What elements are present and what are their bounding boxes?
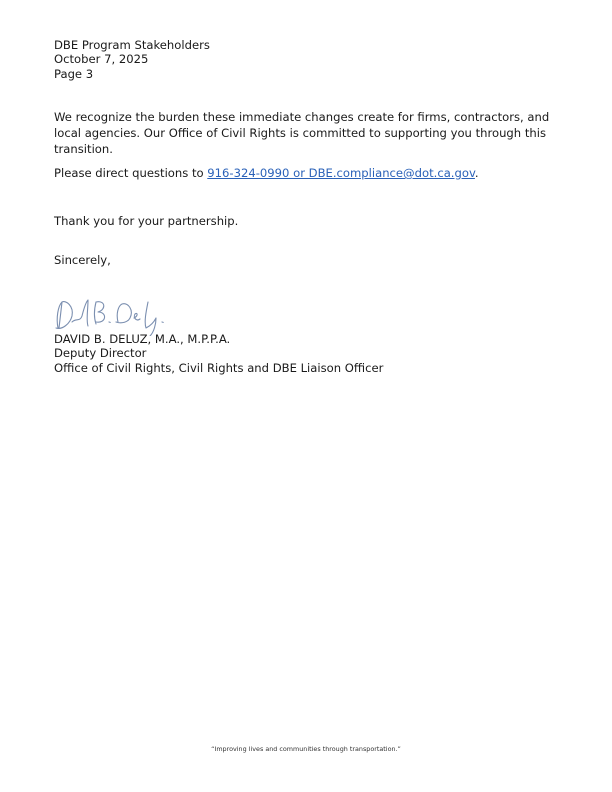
letter-header	[54, 38, 210, 81]
body-paragraph-burden: We recognize the burden these immediate changes create for firms, contractors, and local agencies. Our Office of Civil Rights is committed to supporting you through this transition.	[54, 110, 550, 157]
body-paragraph-contact	[54, 165, 560, 181]
closing-salutation: Sincerely,	[54, 253, 111, 267]
signer-office: Office of Civil Rights, Civil Rights and DBE Liaison Officer	[54, 360, 384, 375]
page-number: Page 3	[54, 66, 94, 81]
date-line: October 7, 2025	[54, 52, 149, 67]
contact-link[interactable]: 916-324-0990 or DBE.compliance@dot.ca.gov	[207, 166, 475, 180]
body-paragraph-thanks: Thank you for your partnership.	[54, 214, 239, 228]
handwritten-signature	[52, 292, 172, 336]
contact-suffix: .	[474, 166, 479, 180]
recipient-line: DBE Program Stakeholders	[54, 38, 210, 52]
contact-prefix: Please direct questions to	[54, 166, 208, 180]
signature-block	[54, 332, 383, 375]
signer-name: DAVID B. DELUZ, M.A., M.P.P.A.	[54, 332, 231, 346]
footer-tagline: “Improving lives and communities through transportation.”	[211, 745, 401, 753]
signer-title: Deputy Director	[54, 346, 147, 361]
